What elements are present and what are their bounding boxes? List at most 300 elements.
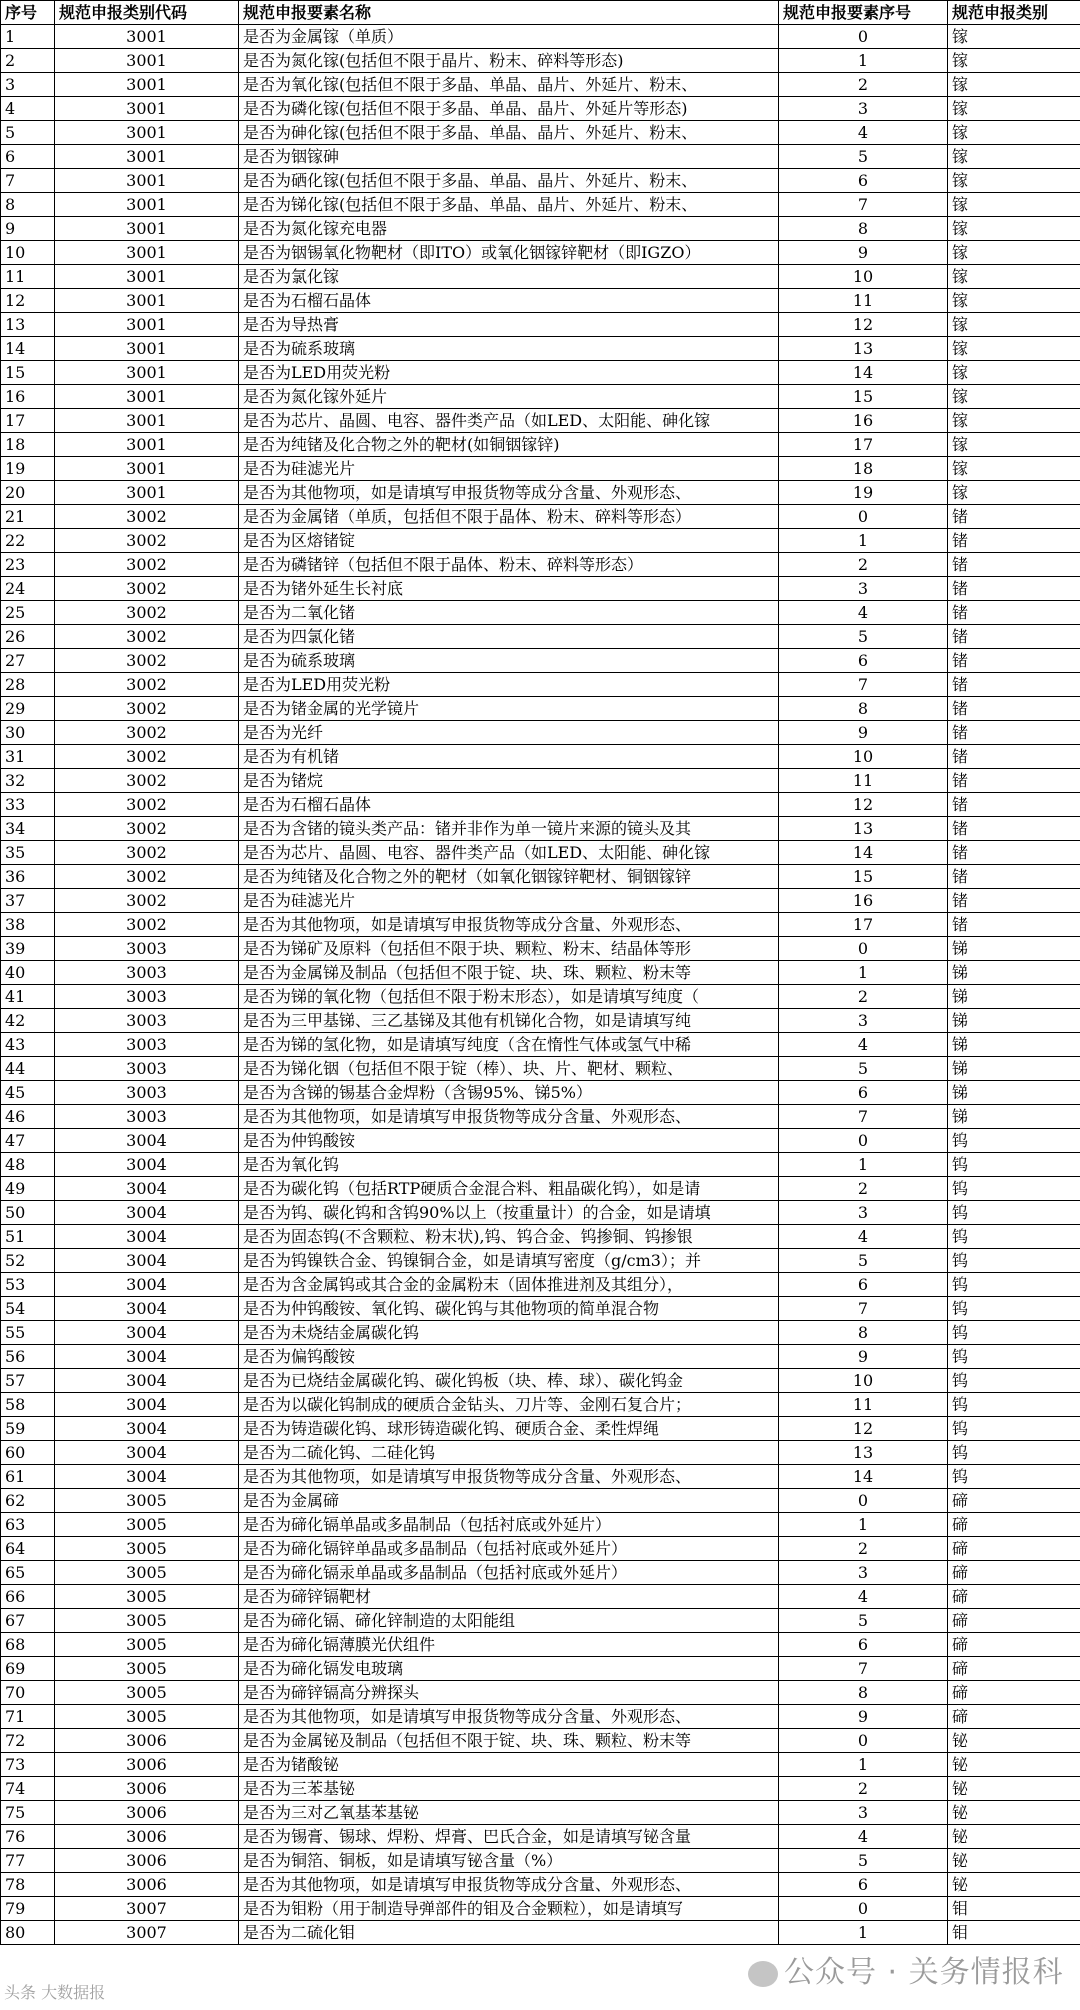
category-code-cell: 3005 xyxy=(55,1537,239,1561)
table-row xyxy=(1,25,1080,49)
element-seq-cell: 7 xyxy=(779,1105,948,1129)
row-index-cell: 36 xyxy=(1,865,55,889)
element-name-cell: 是否为钼粉（用于制造导弹部件的钼及合金颗粒），如是请填写 xyxy=(239,1897,779,1921)
category-cell: 钨 xyxy=(948,1201,1080,1225)
category-cell: 镓 xyxy=(948,361,1080,385)
category-code-cell: 3001 xyxy=(55,265,239,289)
element-name-cell: 是否为仲钨酸铵 xyxy=(239,1129,779,1153)
element-name-cell: 是否为碲锌镉靶材 xyxy=(239,1585,779,1609)
category-cell: 镓 xyxy=(948,73,1080,97)
header-category-code: 规范申报类别代码 xyxy=(55,1,239,25)
category-cell: 镓 xyxy=(948,313,1080,337)
category-code-cell: 3002 xyxy=(55,793,239,817)
category-code-cell: 3002 xyxy=(55,625,239,649)
element-seq-cell: 6 xyxy=(779,1273,948,1297)
element-name-cell: 是否为固态钨(不含颗粒、粉末状),钨、钨合金、钨掺铜、钨掺银 xyxy=(239,1225,779,1249)
category-cell: 钨 xyxy=(948,1345,1080,1369)
category-cell: 镓 xyxy=(948,337,1080,361)
category-cell: 碲 xyxy=(948,1537,1080,1561)
row-index-cell: 71 xyxy=(1,1705,55,1729)
table-row xyxy=(1,1057,1080,1081)
category-code-cell: 3002 xyxy=(55,673,239,697)
row-index-cell: 58 xyxy=(1,1393,55,1417)
element-name-cell: 是否为LED用荧光粉 xyxy=(239,673,779,697)
category-cell: 钨 xyxy=(948,1249,1080,1273)
row-index-cell: 11 xyxy=(1,265,55,289)
category-code-cell: 3001 xyxy=(55,361,239,385)
row-index-cell: 62 xyxy=(1,1489,55,1513)
element-seq-cell: 14 xyxy=(779,361,948,385)
element-seq-cell: 1 xyxy=(779,1753,948,1777)
category-code-cell: 3001 xyxy=(55,241,239,265)
element-seq-cell: 6 xyxy=(779,169,948,193)
row-index-cell: 68 xyxy=(1,1633,55,1657)
table-row xyxy=(1,1393,1080,1417)
element-seq-cell: 4 xyxy=(779,1585,948,1609)
category-code-cell: 3003 xyxy=(55,1033,239,1057)
row-index-cell: 28 xyxy=(1,673,55,697)
category-code-cell: 3001 xyxy=(55,337,239,361)
watermark xyxy=(748,1947,1064,1991)
element-name-cell: 是否为氮化镓充电器 xyxy=(239,217,779,241)
row-index-cell: 18 xyxy=(1,433,55,457)
category-code-cell: 3001 xyxy=(55,97,239,121)
element-seq-cell: 19 xyxy=(779,481,948,505)
category-cell: 钨 xyxy=(948,1321,1080,1345)
element-name-cell: 是否为碲化镉汞单晶或多晶制品（包括衬底或外延片） xyxy=(239,1561,779,1585)
category-code-cell: 3006 xyxy=(55,1849,239,1873)
table-row xyxy=(1,145,1080,169)
category-code-cell: 3002 xyxy=(55,505,239,529)
category-cell: 铋 xyxy=(948,1753,1080,1777)
category-cell: 锗 xyxy=(948,649,1080,673)
category-code-cell: 3002 xyxy=(55,817,239,841)
category-code-cell: 3002 xyxy=(55,889,239,913)
element-name-cell: 是否为硅滤光片 xyxy=(239,457,779,481)
category-cell: 镓 xyxy=(948,121,1080,145)
table-row xyxy=(1,817,1080,841)
category-cell: 钨 xyxy=(948,1417,1080,1441)
row-index-cell: 42 xyxy=(1,1009,55,1033)
element-name-cell: 是否为区熔锗锭 xyxy=(239,529,779,553)
category-cell: 钨 xyxy=(948,1369,1080,1393)
element-name-cell: 是否为锑化铟（包括但不限于锭（棒）、块、片、靶材、颗粒、 xyxy=(239,1057,779,1081)
element-name-cell: 是否为金属锑及制品（包括但不限于锭、块、珠、颗粒、粉末等 xyxy=(239,961,779,985)
table-row xyxy=(1,529,1080,553)
element-name-cell: 是否为铜箔、铜板，如是请填写铋含量（%） xyxy=(239,1849,779,1873)
table-row xyxy=(1,1369,1080,1393)
category-code-cell: 3006 xyxy=(55,1777,239,1801)
element-seq-cell: 0 xyxy=(779,1897,948,1921)
category-code-cell: 3003 xyxy=(55,961,239,985)
row-index-cell: 30 xyxy=(1,721,55,745)
table-row xyxy=(1,1321,1080,1345)
category-code-cell: 3003 xyxy=(55,1105,239,1129)
element-name-cell: 是否为碲锌镉高分辨探头 xyxy=(239,1681,779,1705)
table-row xyxy=(1,1297,1080,1321)
category-cell: 铋 xyxy=(948,1729,1080,1753)
element-name-cell: 是否为碲化镉锌单晶或多晶制品（包括衬底或外延片） xyxy=(239,1537,779,1561)
element-seq-cell: 1 xyxy=(779,961,948,985)
row-index-cell: 27 xyxy=(1,649,55,673)
table-row xyxy=(1,409,1080,433)
element-seq-cell: 18 xyxy=(779,457,948,481)
category-code-cell: 3004 xyxy=(55,1297,239,1321)
element-name-cell: 是否为仲钨酸铵、氧化钨、碳化钨与其他物项的简单混合物 xyxy=(239,1297,779,1321)
element-name-cell: 是否为锑的氢化物，如是请填写纯度（含在惰性气体或氢气中稀 xyxy=(239,1033,779,1057)
category-code-cell: 3002 xyxy=(55,745,239,769)
row-index-cell: 59 xyxy=(1,1417,55,1441)
row-index-cell: 25 xyxy=(1,601,55,625)
category-code-cell: 3004 xyxy=(55,1273,239,1297)
category-code-cell: 3006 xyxy=(55,1825,239,1849)
element-name-cell: 是否为含金属钨或其合金的金属粉末（固体推进剂及其组分）， xyxy=(239,1273,779,1297)
table-row xyxy=(1,1897,1080,1921)
element-name-cell: 是否为其他物项，如是请填写申报货物等成分含量、外观形态、 xyxy=(239,1705,779,1729)
row-index-cell: 3 xyxy=(1,73,55,97)
category-cell: 钨 xyxy=(948,1153,1080,1177)
row-index-cell: 47 xyxy=(1,1129,55,1153)
category-cell: 镓 xyxy=(948,25,1080,49)
element-name-cell: 是否为锑矿及原料（包括但不限于块、颗粒、粉末、结晶体等形 xyxy=(239,937,779,961)
table-row xyxy=(1,313,1080,337)
category-cell: 锗 xyxy=(948,697,1080,721)
category-cell: 镓 xyxy=(948,193,1080,217)
row-index-cell: 76 xyxy=(1,1825,55,1849)
table-row xyxy=(1,121,1080,145)
category-cell: 镓 xyxy=(948,97,1080,121)
table-row xyxy=(1,865,1080,889)
row-index-cell: 22 xyxy=(1,529,55,553)
row-index-cell: 2 xyxy=(1,49,55,73)
category-cell: 锑 xyxy=(948,1009,1080,1033)
category-cell: 钨 xyxy=(948,1273,1080,1297)
category-cell: 钨 xyxy=(948,1225,1080,1249)
table-row xyxy=(1,1441,1080,1465)
category-code-cell: 3002 xyxy=(55,649,239,673)
element-name-cell: 是否为磷锗锌（包括但不限于晶体、粉末、碎料等形态） xyxy=(239,553,779,577)
category-code-cell: 3005 xyxy=(55,1513,239,1537)
watermark-text: 公众号 · 关务情报科 xyxy=(784,1955,1064,1990)
category-code-cell: 3005 xyxy=(55,1633,239,1657)
row-index-cell: 60 xyxy=(1,1441,55,1465)
row-index-cell: 29 xyxy=(1,697,55,721)
wechat-icon xyxy=(748,1961,778,1987)
table-row xyxy=(1,97,1080,121)
element-seq-cell: 17 xyxy=(779,913,948,937)
category-cell: 锗 xyxy=(948,505,1080,529)
table-row xyxy=(1,1345,1080,1369)
element-name-cell: 是否为锗酸铋 xyxy=(239,1753,779,1777)
element-name-cell: 是否为三苯基铋 xyxy=(239,1777,779,1801)
element-seq-cell: 2 xyxy=(779,73,948,97)
element-seq-cell: 13 xyxy=(779,817,948,841)
row-index-cell: 70 xyxy=(1,1681,55,1705)
row-index-cell: 46 xyxy=(1,1105,55,1129)
category-code-cell: 3004 xyxy=(55,1153,239,1177)
row-index-cell: 26 xyxy=(1,625,55,649)
element-name-cell: 是否为以碳化钨制成的硬质合金钻头、刀片等、金刚石复合片； xyxy=(239,1393,779,1417)
category-code-cell: 3004 xyxy=(55,1249,239,1273)
row-index-cell: 31 xyxy=(1,745,55,769)
category-cell: 锑 xyxy=(948,985,1080,1009)
element-seq-cell: 11 xyxy=(779,289,948,313)
category-code-cell: 3002 xyxy=(55,577,239,601)
category-cell: 锑 xyxy=(948,1081,1080,1105)
category-cell: 锑 xyxy=(948,937,1080,961)
table-row xyxy=(1,481,1080,505)
element-seq-cell: 5 xyxy=(779,145,948,169)
category-code-cell: 3004 xyxy=(55,1321,239,1345)
element-seq-cell: 14 xyxy=(779,841,948,865)
category-code-cell: 3002 xyxy=(55,841,239,865)
category-code-cell: 3004 xyxy=(55,1417,239,1441)
element-seq-cell: 6 xyxy=(779,649,948,673)
table-row xyxy=(1,553,1080,577)
category-code-cell: 3006 xyxy=(55,1873,239,1897)
element-seq-cell: 7 xyxy=(779,193,948,217)
element-seq-cell: 11 xyxy=(779,1393,948,1417)
table-row xyxy=(1,73,1080,97)
element-seq-cell: 7 xyxy=(779,1297,948,1321)
category-code-cell: 3001 xyxy=(55,481,239,505)
element-seq-cell: 3 xyxy=(779,1009,948,1033)
element-seq-cell: 0 xyxy=(779,1489,948,1513)
category-code-cell: 3001 xyxy=(55,313,239,337)
category-cell: 铋 xyxy=(948,1801,1080,1825)
element-name-cell: 是否为其他物项，如是请填写申报货物等成分含量、外观形态、 xyxy=(239,1465,779,1489)
category-cell: 镓 xyxy=(948,457,1080,481)
element-name-cell: 是否为其他物项，如是请填写申报货物等成分含量、外观形态、 xyxy=(239,1105,779,1129)
element-name-cell: 是否为氯化镓 xyxy=(239,265,779,289)
element-name-cell: 是否为含锑的锡基合金焊粉（含锡95%、锑5%） xyxy=(239,1081,779,1105)
category-code-cell: 3006 xyxy=(55,1801,239,1825)
element-seq-cell: 0 xyxy=(779,937,948,961)
category-code-cell: 3004 xyxy=(55,1345,239,1369)
element-seq-cell: 4 xyxy=(779,1225,948,1249)
element-name-cell: 是否为锑的氧化物（包括但不限于粉末形态），如是请填写纯度（ xyxy=(239,985,779,1009)
element-name-cell: 是否为其他物项，如是请填写申报货物等成分含量、外观形态、 xyxy=(239,1873,779,1897)
element-seq-cell: 9 xyxy=(779,1345,948,1369)
element-seq-cell: 13 xyxy=(779,337,948,361)
category-code-cell: 3002 xyxy=(55,913,239,937)
element-seq-cell: 3 xyxy=(779,1201,948,1225)
element-name-cell: 是否为金属锗（单质，包括但不限于晶体、粉末、碎料等形态） xyxy=(239,505,779,529)
element-name-cell: 是否为硫系玻璃 xyxy=(239,649,779,673)
table-row xyxy=(1,745,1080,769)
element-seq-cell: 1 xyxy=(779,1153,948,1177)
category-cell: 锗 xyxy=(948,529,1080,553)
row-index-cell: 72 xyxy=(1,1729,55,1753)
element-name-cell: 是否为金属碲 xyxy=(239,1489,779,1513)
category-code-cell: 3004 xyxy=(55,1441,239,1465)
category-code-cell: 3005 xyxy=(55,1609,239,1633)
category-code-cell: 3003 xyxy=(55,1057,239,1081)
element-seq-cell: 16 xyxy=(779,409,948,433)
header-category: 规范申报类别 xyxy=(948,1,1080,25)
category-code-cell: 3001 xyxy=(55,193,239,217)
row-index-cell: 69 xyxy=(1,1657,55,1681)
category-code-cell: 3002 xyxy=(55,601,239,625)
element-seq-cell: 6 xyxy=(779,1873,948,1897)
category-code-cell: 3002 xyxy=(55,769,239,793)
category-code-cell: 3003 xyxy=(55,937,239,961)
row-index-cell: 39 xyxy=(1,937,55,961)
category-cell: 镓 xyxy=(948,385,1080,409)
row-index-cell: 35 xyxy=(1,841,55,865)
element-name-cell: 是否为其他物项，如是请填写申报货物等成分含量、外观形态、 xyxy=(239,913,779,937)
table-row xyxy=(1,337,1080,361)
row-index-cell: 57 xyxy=(1,1369,55,1393)
table-row xyxy=(1,385,1080,409)
element-seq-cell: 1 xyxy=(779,1921,948,1945)
element-seq-cell: 13 xyxy=(779,1441,948,1465)
row-index-cell: 50 xyxy=(1,1201,55,1225)
element-name-cell: 是否为芯片、晶圆、电容、器件类产品（如LED、太阳能、砷化镓 xyxy=(239,409,779,433)
element-name-cell: 是否为钨镍铁合金、钨镍铜合金，如是请填写密度（g/cm3）；并 xyxy=(239,1249,779,1273)
element-seq-cell: 10 xyxy=(779,1369,948,1393)
element-seq-cell: 7 xyxy=(779,1657,948,1681)
element-name-cell: 是否为铟锡氧化物靶材（即ITO）或氧化铟镓锌靶材（即IGZO） xyxy=(239,241,779,265)
row-index-cell: 48 xyxy=(1,1153,55,1177)
row-index-cell: 34 xyxy=(1,817,55,841)
table-row xyxy=(1,673,1080,697)
category-code-cell: 3002 xyxy=(55,697,239,721)
row-index-cell: 51 xyxy=(1,1225,55,1249)
element-name-cell: 是否为四氯化锗 xyxy=(239,625,779,649)
category-cell: 锗 xyxy=(948,913,1080,937)
element-name-cell: 是否为偏钨酸铵 xyxy=(239,1345,779,1369)
category-cell: 钼 xyxy=(948,1921,1080,1945)
table-row xyxy=(1,169,1080,193)
category-code-cell: 3001 xyxy=(55,457,239,481)
table-row xyxy=(1,1921,1080,1945)
category-code-cell: 3001 xyxy=(55,217,239,241)
category-code-cell: 3001 xyxy=(55,73,239,97)
category-code-cell: 3005 xyxy=(55,1657,239,1681)
element-name-cell: 是否为光纤 xyxy=(239,721,779,745)
row-index-cell: 49 xyxy=(1,1177,55,1201)
element-name-cell: 是否为氧化钨 xyxy=(239,1153,779,1177)
category-cell: 锑 xyxy=(948,1057,1080,1081)
element-seq-cell: 9 xyxy=(779,1705,948,1729)
row-index-cell: 21 xyxy=(1,505,55,529)
element-seq-cell: 2 xyxy=(779,553,948,577)
table-row xyxy=(1,1753,1080,1777)
category-cell: 铋 xyxy=(948,1873,1080,1897)
element-seq-cell: 3 xyxy=(779,1561,948,1585)
category-cell: 镓 xyxy=(948,217,1080,241)
element-name-cell: 是否为二硫化钨、二硅化钨 xyxy=(239,1441,779,1465)
category-cell: 锗 xyxy=(948,601,1080,625)
element-name-cell: 是否为已烧结金属碳化钨、碳化钨板（块、棒、球）、碳化钨金 xyxy=(239,1369,779,1393)
row-index-cell: 5 xyxy=(1,121,55,145)
element-seq-cell: 8 xyxy=(779,697,948,721)
row-index-cell: 8 xyxy=(1,193,55,217)
table-row xyxy=(1,697,1080,721)
table-row xyxy=(1,913,1080,937)
row-index-cell: 54 xyxy=(1,1297,55,1321)
table-row xyxy=(1,241,1080,265)
row-index-cell: 61 xyxy=(1,1465,55,1489)
category-cell: 镓 xyxy=(948,289,1080,313)
category-code-cell: 3001 xyxy=(55,145,239,169)
row-index-cell: 63 xyxy=(1,1513,55,1537)
category-cell: 碲 xyxy=(948,1561,1080,1585)
row-index-cell: 4 xyxy=(1,97,55,121)
header-element-seq: 规范申报要素序号 xyxy=(779,1,948,25)
category-cell: 镓 xyxy=(948,433,1080,457)
element-seq-cell: 1 xyxy=(779,49,948,73)
table-row xyxy=(1,1225,1080,1249)
element-seq-cell: 0 xyxy=(779,1129,948,1153)
category-cell: 碲 xyxy=(948,1681,1080,1705)
element-seq-cell: 5 xyxy=(779,1249,948,1273)
table-row xyxy=(1,625,1080,649)
table-row xyxy=(1,433,1080,457)
element-seq-cell: 15 xyxy=(779,865,948,889)
category-code-cell: 3005 xyxy=(55,1561,239,1585)
element-seq-cell: 14 xyxy=(779,1465,948,1489)
element-seq-cell: 12 xyxy=(779,1417,948,1441)
category-code-cell: 3001 xyxy=(55,289,239,313)
category-code-cell: 3004 xyxy=(55,1369,239,1393)
element-seq-cell: 6 xyxy=(779,1081,948,1105)
element-name-cell: 是否为铟镓砷 xyxy=(239,145,779,169)
category-cell: 镓 xyxy=(948,481,1080,505)
element-name-cell: 是否为钨、碳化钨和含钨90%以上（按重量计）的合金，如是请填 xyxy=(239,1201,779,1225)
element-seq-cell: 2 xyxy=(779,1177,948,1201)
table-row xyxy=(1,577,1080,601)
element-name-cell: 是否为导热膏 xyxy=(239,313,779,337)
category-cell: 碲 xyxy=(948,1585,1080,1609)
category-code-cell: 3001 xyxy=(55,49,239,73)
element-seq-cell: 4 xyxy=(779,121,948,145)
element-name-cell: 是否为碲化镉、碲化锌制造的太阳能组 xyxy=(239,1609,779,1633)
table-row xyxy=(1,217,1080,241)
category-cell: 锗 xyxy=(948,553,1080,577)
row-index-cell: 13 xyxy=(1,313,55,337)
category-code-cell: 3004 xyxy=(55,1201,239,1225)
table-row xyxy=(1,49,1080,73)
element-seq-cell: 4 xyxy=(779,1033,948,1057)
category-code-cell: 3003 xyxy=(55,985,239,1009)
element-seq-cell: 9 xyxy=(779,241,948,265)
category-cell: 锗 xyxy=(948,745,1080,769)
row-index-cell: 15 xyxy=(1,361,55,385)
category-code-cell: 3006 xyxy=(55,1729,239,1753)
element-seq-cell: 5 xyxy=(779,1609,948,1633)
element-seq-cell: 7 xyxy=(779,673,948,697)
element-seq-cell: 0 xyxy=(779,25,948,49)
element-name-cell: 是否为碲化镉单晶或多晶制品（包括衬底或外延片） xyxy=(239,1513,779,1537)
table-row xyxy=(1,1129,1080,1153)
row-index-cell: 17 xyxy=(1,409,55,433)
header-index: 序号 xyxy=(1,1,55,25)
row-index-cell: 64 xyxy=(1,1537,55,1561)
row-index-cell: 74 xyxy=(1,1777,55,1801)
element-name-cell: 是否为有机锗 xyxy=(239,745,779,769)
category-cell: 镓 xyxy=(948,169,1080,193)
category-code-cell: 3004 xyxy=(55,1177,239,1201)
row-index-cell: 16 xyxy=(1,385,55,409)
element-name-cell: 是否为金属镓（单质） xyxy=(239,25,779,49)
category-cell: 镓 xyxy=(948,409,1080,433)
element-seq-cell: 5 xyxy=(779,1849,948,1873)
row-index-cell: 66 xyxy=(1,1585,55,1609)
element-seq-cell: 16 xyxy=(779,889,948,913)
table-row xyxy=(1,1561,1080,1585)
